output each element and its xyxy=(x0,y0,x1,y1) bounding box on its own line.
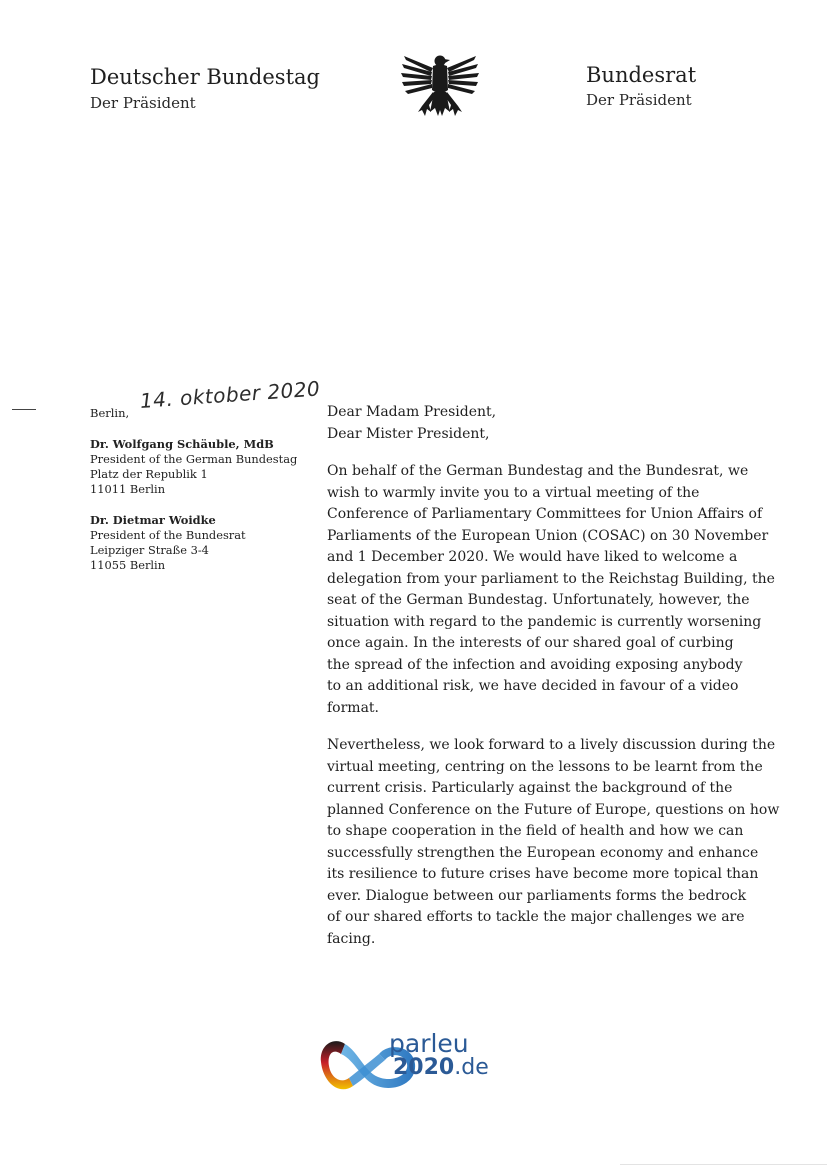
bundestag-heading: Deutscher Bundestag xyxy=(90,65,320,89)
bundesrat-role: Der Präsident xyxy=(586,91,692,109)
sender-city: 11055 Berlin xyxy=(90,558,166,572)
sender-name: Dr. Wolfgang Schäuble, MdB xyxy=(90,437,274,451)
salutation-line: Dear Mister President, xyxy=(327,425,490,442)
paragraph-line: Nevertheless, we look forward to a lively discussion during the xyxy=(327,737,776,753)
logo-word-2020 xyxy=(393,1055,489,1080)
paragraph-line: to shape cooperation in the field of health and how we can xyxy=(327,823,744,839)
logo-word-parleu: parleu xyxy=(389,1029,469,1058)
salutation xyxy=(327,402,496,445)
sender-street: Platz der Republik 1 xyxy=(90,467,208,481)
logo-domain-suffix: .de xyxy=(454,1055,489,1080)
paragraph-line: delegation from your parliament to the Reichstag Building, the xyxy=(327,570,775,587)
fold-mark xyxy=(12,409,36,410)
paragraph-line: On behalf of the German Bundestag and the Bundesrat, we xyxy=(327,463,749,479)
paragraph-line: Conference of Parliamentary Committees for Union Affairs of xyxy=(327,506,763,522)
paragraph-line: current crisis. Particularly against the background of the xyxy=(327,780,733,796)
bundestag-role: Der Präsident xyxy=(90,94,196,112)
paragraph-line: ever. Dialogue between our parliaments forms the bedrock xyxy=(327,887,747,904)
paragraph-line: of our shared efforts to tackle the major challenges we are xyxy=(327,909,745,925)
paragraph-line: virtual meeting, centring on the lessons to be learnt from the xyxy=(327,758,763,775)
sender-name: Dr. Dietmar Woidke xyxy=(90,513,216,527)
paragraph-line: situation with regard to the pandemic is currently worsening xyxy=(327,613,762,630)
federal-eagle-icon xyxy=(400,50,480,128)
page-edge-line xyxy=(620,1164,827,1165)
paragraph-line: planned Conference on the Future of Europe, questions on how xyxy=(327,801,780,818)
sender-block-bundesrat xyxy=(90,513,246,573)
infinity-ribbon-logo-icon xyxy=(315,1026,515,1096)
paragraph-line: to an additional risk, we have decided in favour of a video xyxy=(327,678,739,694)
handwritten-date: 14. oktober 2020 xyxy=(139,376,321,413)
paragraph-line: and 1 December 2020. We would have liked to welcome a xyxy=(327,549,738,565)
letter-paragraph-1 xyxy=(327,461,775,719)
paragraph-line: wish to warmly invite you to a virtual meeting of the xyxy=(327,484,700,501)
paragraph-line: format. xyxy=(327,699,380,716)
sender-block-bundestag xyxy=(90,437,297,497)
paragraph-line: seat of the German Bundestag. Unfortunately, however, the xyxy=(327,592,750,608)
sender-street: Leipziger Straße 3-4 xyxy=(90,543,209,557)
paragraph-line: Parliaments of the European Union (COSAC) on 30 November xyxy=(327,527,769,544)
salutation-line: Dear Madam President, xyxy=(327,404,497,420)
sender-city: 11011 Berlin xyxy=(90,482,166,496)
sender-title: President of the German Bundestag xyxy=(90,452,298,466)
paragraph-line: its resilience to future crises have become more topical than xyxy=(327,866,759,882)
sender-title: President of the Bundesrat xyxy=(90,528,246,542)
bundesrat-heading: Bundesrat xyxy=(586,63,697,87)
paragraph-line: successfully strengthen the European economy and enhance xyxy=(327,844,759,861)
paragraph-line: the spread of the infection and avoiding exposing anybody xyxy=(327,656,743,673)
letter-paragraph-2 xyxy=(327,735,779,950)
paragraph-line: once again. In the interests of our shared goal of curbing xyxy=(327,635,734,651)
logo-year: 2020 xyxy=(393,1055,455,1080)
date-place: Berlin, xyxy=(90,406,130,420)
paragraph-line: facing. xyxy=(327,930,376,947)
